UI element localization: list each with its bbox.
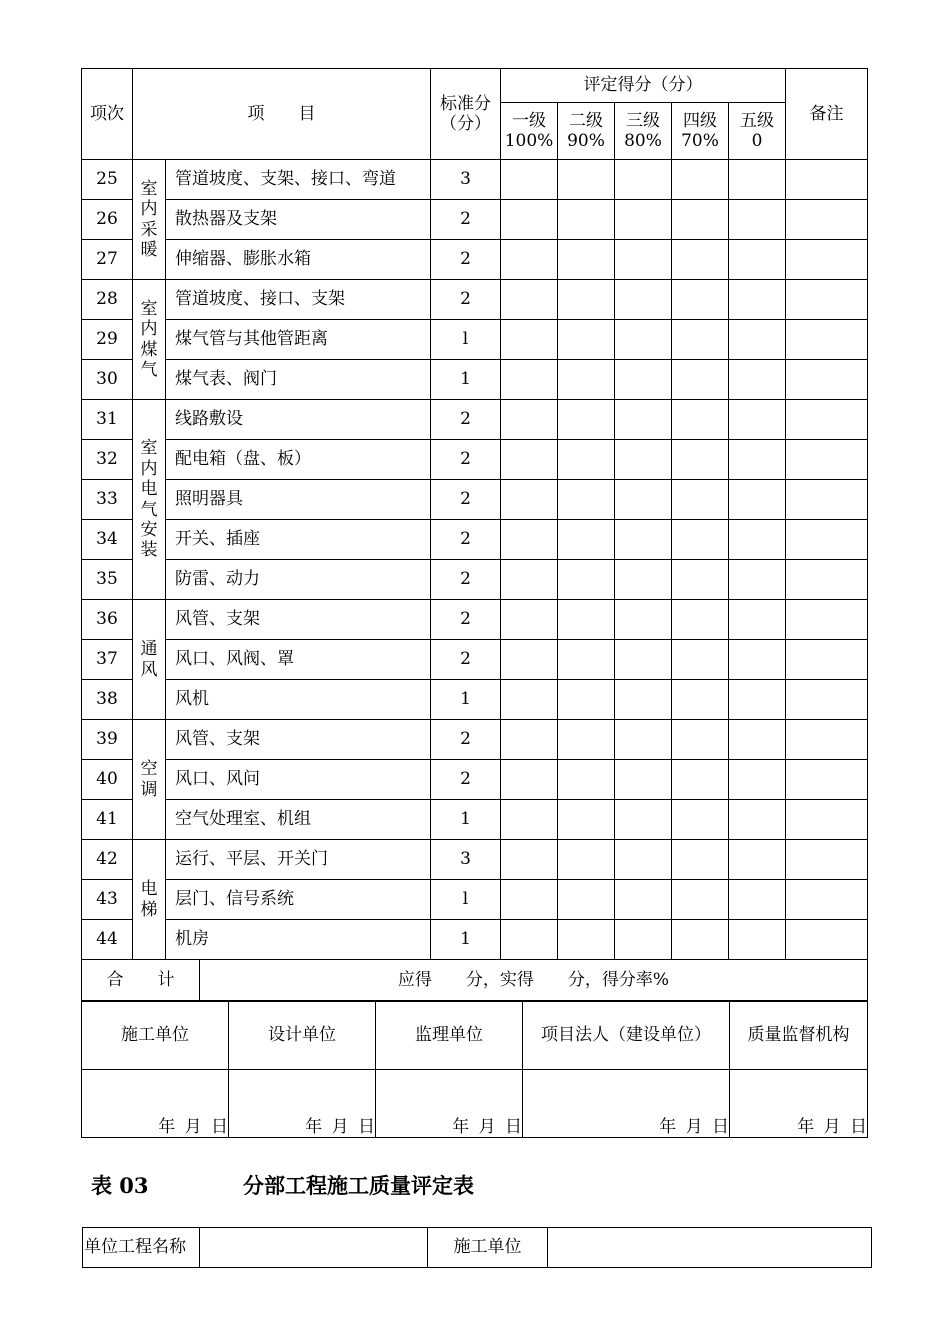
grade-score-cell[interactable] xyxy=(672,520,729,560)
row-std-score: 1 xyxy=(431,920,501,960)
table-row xyxy=(82,880,868,920)
table-title: 分部工程施工质量评定表 xyxy=(243,1173,474,1198)
grade-score-cell[interactable] xyxy=(501,240,558,280)
grade-score-cell[interactable] xyxy=(615,440,672,480)
grade-score-cell[interactable] xyxy=(729,600,786,640)
total-text: 应得 分，实得 分，得分率% xyxy=(397,969,670,990)
row-no: 26 xyxy=(82,200,133,240)
date-text: 年 月 日 xyxy=(659,1116,729,1137)
row-no: 36 xyxy=(82,600,133,640)
row-no: 39 xyxy=(82,720,133,760)
grade-score-cell[interactable] xyxy=(558,400,615,440)
remark-cell[interactable] xyxy=(786,480,868,520)
header-remark: 备注 xyxy=(786,69,868,160)
table-row xyxy=(82,760,868,800)
grade-score-cell[interactable] xyxy=(558,840,615,880)
grade-score-cell[interactable] xyxy=(729,240,786,280)
grade-score-cell[interactable] xyxy=(672,280,729,320)
grade-4 xyxy=(672,103,729,160)
grade-score-cell[interactable] xyxy=(501,200,558,240)
row-item: 风口、风阀、罩 xyxy=(166,640,431,680)
grade-score-cell[interactable] xyxy=(729,680,786,720)
table-row xyxy=(82,240,868,280)
grade-name: 二级 xyxy=(569,110,603,131)
contractor-field[interactable] xyxy=(548,1228,872,1268)
grade-score-cell[interactable] xyxy=(672,320,729,360)
grade-score-cell[interactable] xyxy=(615,360,672,400)
remark-cell[interactable] xyxy=(786,800,868,840)
grade-score-cell[interactable] xyxy=(558,240,615,280)
grade-score-cell[interactable] xyxy=(729,920,786,960)
row-no: 38 xyxy=(82,680,133,720)
row-item: 煤气表、阀门 xyxy=(166,360,431,400)
row-no: 25 xyxy=(82,160,133,200)
date-text: 年 月 日 xyxy=(305,1116,375,1137)
signature-table xyxy=(81,1001,868,1138)
grade-score-cell[interactable] xyxy=(672,840,729,880)
row-item: 风口、风问 xyxy=(166,760,431,800)
grade-score-cell[interactable] xyxy=(615,280,672,320)
sign-date-owner xyxy=(523,1070,730,1138)
row-std-score: 2 xyxy=(431,760,501,800)
header-std-score xyxy=(431,69,501,160)
remark-cell[interactable] xyxy=(786,600,868,640)
party-supervisor: 监理单位 xyxy=(376,1002,523,1070)
grade-score-cell[interactable] xyxy=(558,280,615,320)
remark-cell[interactable] xyxy=(786,840,868,880)
row-no: 34 xyxy=(82,520,133,560)
table-row xyxy=(82,480,868,520)
grade-score-cell[interactable] xyxy=(558,720,615,760)
grade-score-cell[interactable] xyxy=(672,480,729,520)
grade-score-cell[interactable] xyxy=(615,920,672,960)
grade-score-cell[interactable] xyxy=(729,800,786,840)
grade-pct: 80% xyxy=(624,131,662,151)
row-item: 机房 xyxy=(166,920,431,960)
grade-score-cell[interactable] xyxy=(558,760,615,800)
grade-score-cell[interactable] xyxy=(729,640,786,680)
grade-score-cell[interactable] xyxy=(729,880,786,920)
row-no: 33 xyxy=(82,480,133,520)
grade-score-cell[interactable] xyxy=(729,520,786,560)
row-no: 28 xyxy=(82,280,133,320)
header-seq: 项次 xyxy=(82,69,133,160)
row-item: 配电箱（盘、板） xyxy=(166,440,431,480)
table-row xyxy=(82,720,868,760)
grade-pct: 70% xyxy=(681,131,719,151)
sign-date-designer xyxy=(229,1070,376,1138)
group-ventilation: 通 风 xyxy=(133,600,166,720)
table-row xyxy=(82,680,868,720)
group-heating: 室 内 采 暖 xyxy=(133,160,166,280)
grade-score-cell[interactable] xyxy=(501,440,558,480)
row-no: 27 xyxy=(82,240,133,280)
remark-cell[interactable] xyxy=(786,680,868,720)
sign-date-contractor xyxy=(82,1070,229,1138)
row-std-score: 2 xyxy=(431,600,501,640)
remark-cell[interactable] xyxy=(786,560,868,600)
row-item: 照明器具 xyxy=(166,480,431,520)
party-quality-supervision: 质量监督机构 xyxy=(730,1002,868,1070)
table-row xyxy=(82,320,868,360)
row-item: 防雷、动力 xyxy=(166,560,431,600)
group-elevator: 电 梯 xyxy=(133,840,166,960)
grade-score-cell[interactable] xyxy=(672,560,729,600)
grade-score-cell[interactable] xyxy=(672,920,729,960)
grade-score-cell[interactable] xyxy=(501,280,558,320)
remark-cell[interactable] xyxy=(786,640,868,680)
date-text: 年 月 日 xyxy=(797,1116,867,1137)
row-std-score: 2 xyxy=(431,400,501,440)
grade-pct: 100% xyxy=(504,131,554,151)
grade-score-cell[interactable] xyxy=(729,280,786,320)
grade-score-cell[interactable] xyxy=(558,480,615,520)
header-eval: 评定得分（分） xyxy=(501,69,786,103)
grade-score-cell[interactable] xyxy=(729,440,786,480)
grade-score-cell[interactable] xyxy=(672,200,729,240)
row-item: 风管、支架 xyxy=(166,600,431,640)
grade-score-cell[interactable] xyxy=(615,880,672,920)
grade-score-cell[interactable] xyxy=(615,160,672,200)
table-code: 表 03 xyxy=(91,1173,149,1198)
grade-score-cell[interactable] xyxy=(672,440,729,480)
grade-score-cell[interactable] xyxy=(558,880,615,920)
grade-score-cell[interactable] xyxy=(672,360,729,400)
grade-score-cell[interactable] xyxy=(558,600,615,640)
remark-cell[interactable] xyxy=(786,760,868,800)
table-row xyxy=(82,600,868,640)
grade-score-cell[interactable] xyxy=(501,400,558,440)
row-std-score: 2 xyxy=(431,640,501,680)
remark-cell[interactable] xyxy=(786,280,868,320)
grade-score-cell[interactable] xyxy=(615,680,672,720)
table-row xyxy=(82,800,868,840)
date-text: 年 月 日 xyxy=(158,1116,228,1137)
unit-project-label: 单位工程名称 xyxy=(83,1228,200,1268)
table-row xyxy=(82,160,868,200)
grade-score-cell[interactable] xyxy=(501,520,558,560)
row-std-score: 1 xyxy=(431,800,501,840)
remark-cell[interactable] xyxy=(786,920,868,960)
grade-score-cell[interactable] xyxy=(615,320,672,360)
grade-pct: 0 xyxy=(751,131,763,151)
grade-score-cell[interactable] xyxy=(501,800,558,840)
grade-score-cell[interactable] xyxy=(558,200,615,240)
row-no: 29 xyxy=(82,320,133,360)
row-no: 32 xyxy=(82,440,133,480)
grade-score-cell[interactable] xyxy=(558,360,615,400)
grade-score-cell[interactable] xyxy=(672,240,729,280)
remark-cell[interactable] xyxy=(786,880,868,920)
grade-score-cell[interactable] xyxy=(672,640,729,680)
grade-score-cell[interactable] xyxy=(615,240,672,280)
sign-date-quality-supervision xyxy=(730,1070,868,1138)
row-no: 37 xyxy=(82,640,133,680)
grade-name: 四级 xyxy=(683,110,717,131)
row-std-score: 2 xyxy=(431,280,501,320)
grade-score-cell[interactable] xyxy=(729,160,786,200)
grade-score-cell[interactable] xyxy=(558,920,615,960)
grade-1 xyxy=(501,103,558,160)
remark-cell[interactable] xyxy=(786,200,868,240)
grade-score-cell[interactable] xyxy=(672,400,729,440)
total-row xyxy=(82,960,868,1001)
grade-score-cell[interactable] xyxy=(615,200,672,240)
grade-score-cell[interactable] xyxy=(501,560,558,600)
grade-score-cell[interactable] xyxy=(615,760,672,800)
grade-score-cell[interactable] xyxy=(615,720,672,760)
grade-score-cell[interactable] xyxy=(672,720,729,760)
grade-score-cell[interactable] xyxy=(729,560,786,600)
grade-score-cell[interactable] xyxy=(729,720,786,760)
table-row xyxy=(82,200,868,240)
grade-score-cell[interactable] xyxy=(615,520,672,560)
grade-score-cell[interactable] xyxy=(672,600,729,640)
grade-score-cell[interactable] xyxy=(729,360,786,400)
quality-score-table xyxy=(81,68,868,1001)
grade-score-cell[interactable] xyxy=(615,400,672,440)
grade-score-cell[interactable] xyxy=(501,680,558,720)
row-no: 43 xyxy=(82,880,133,920)
grade-score-cell[interactable] xyxy=(615,560,672,600)
header-std-score-line2: （分） xyxy=(440,114,491,134)
sign-date-supervisor xyxy=(376,1070,523,1138)
grade-5 xyxy=(729,103,786,160)
row-std-score: 1 xyxy=(431,360,501,400)
grade-score-cell[interactable] xyxy=(672,680,729,720)
grade-score-cell[interactable] xyxy=(501,600,558,640)
grade-score-cell[interactable] xyxy=(672,800,729,840)
row-std-score: l xyxy=(431,320,501,360)
row-item: 开关、插座 xyxy=(166,520,431,560)
row-std-score: 2 xyxy=(431,240,501,280)
row-std-score: 2 xyxy=(431,200,501,240)
header-std-score-line1: 标准分 xyxy=(440,93,491,114)
grade-score-cell[interactable] xyxy=(672,880,729,920)
grade-score-cell[interactable] xyxy=(558,800,615,840)
remark-cell[interactable] xyxy=(786,360,868,400)
grade-name: 五级 xyxy=(740,110,774,131)
group-electric: 室 内 电 气 安 装 xyxy=(133,400,166,600)
row-no: 42 xyxy=(82,840,133,880)
table-row xyxy=(82,440,868,480)
row-item: 线路敷设 xyxy=(166,400,431,440)
row-std-score: 3 xyxy=(431,160,501,200)
row-item: 空气处理室、机组 xyxy=(166,800,431,840)
party-contractor: 施工单位 xyxy=(82,1002,229,1070)
grade-score-cell[interactable] xyxy=(558,160,615,200)
grade-score-cell[interactable] xyxy=(501,880,558,920)
row-std-score: 2 xyxy=(431,720,501,760)
row-no: 41 xyxy=(82,800,133,840)
grade-score-cell[interactable] xyxy=(615,480,672,520)
row-item: 风机 xyxy=(166,680,431,720)
row-no: 31 xyxy=(82,400,133,440)
grade-score-cell[interactable] xyxy=(672,160,729,200)
grade-score-cell[interactable] xyxy=(558,680,615,720)
grade-score-cell[interactable] xyxy=(501,160,558,200)
row-std-score: l xyxy=(431,880,501,920)
group-gas: 室 内 煤 气 xyxy=(133,280,166,400)
grade-score-cell[interactable] xyxy=(729,760,786,800)
grade-pct: 90% xyxy=(567,131,605,151)
row-no: 44 xyxy=(82,920,133,960)
grade-score-cell[interactable] xyxy=(501,480,558,520)
grade-score-cell[interactable] xyxy=(615,840,672,880)
remark-cell[interactable] xyxy=(786,720,868,760)
table-03-header xyxy=(82,1227,872,1268)
grade-score-cell[interactable] xyxy=(615,800,672,840)
grade-score-cell[interactable] xyxy=(558,320,615,360)
row-std-score: 2 xyxy=(431,520,501,560)
table-row xyxy=(82,360,868,400)
grade-score-cell[interactable] xyxy=(501,760,558,800)
remark-cell[interactable] xyxy=(786,400,868,440)
table-03-heading xyxy=(91,1170,474,1200)
row-item: 管道坡度、接口、支架 xyxy=(166,280,431,320)
grade-score-cell[interactable] xyxy=(729,480,786,520)
grade-score-cell[interactable] xyxy=(501,360,558,400)
party-owner: 项目法人（建设单位） xyxy=(523,1002,730,1070)
row-no: 30 xyxy=(82,360,133,400)
grade-score-cell[interactable] xyxy=(615,600,672,640)
grade-name: 三级 xyxy=(626,110,660,131)
row-no: 35 xyxy=(82,560,133,600)
row-item: 层门、信号系统 xyxy=(166,880,431,920)
grade-score-cell[interactable] xyxy=(558,520,615,560)
table-row xyxy=(82,640,868,680)
row-item: 风管、支架 xyxy=(166,720,431,760)
date-text: 年 月 日 xyxy=(452,1116,522,1137)
remark-cell[interactable] xyxy=(786,160,868,200)
row-std-score: 2 xyxy=(431,560,501,600)
table-row xyxy=(82,560,868,600)
header-item: 项 目 xyxy=(133,69,431,160)
row-std-score: 2 xyxy=(431,440,501,480)
grade-3 xyxy=(615,103,672,160)
contractor-label: 施工单位 xyxy=(428,1228,548,1268)
row-item: 运行、平层、开关门 xyxy=(166,840,431,880)
grade-score-cell[interactable] xyxy=(501,920,558,960)
score-rows xyxy=(82,160,868,960)
grade-score-cell[interactable] xyxy=(729,320,786,360)
grade-score-cell[interactable] xyxy=(615,640,672,680)
row-item: 管道坡度、支架、接口、弯道 xyxy=(166,160,431,200)
grade-score-cell[interactable] xyxy=(558,440,615,480)
table-row xyxy=(82,520,868,560)
grade-name: 一级 xyxy=(512,110,546,131)
grade-score-cell[interactable] xyxy=(501,320,558,360)
table-row xyxy=(82,840,868,880)
grade-score-cell[interactable] xyxy=(501,640,558,680)
remark-cell[interactable] xyxy=(786,520,868,560)
grade-score-cell[interactable] xyxy=(501,840,558,880)
remark-cell[interactable] xyxy=(786,240,868,280)
grade-2 xyxy=(558,103,615,160)
grade-score-cell[interactable] xyxy=(558,560,615,600)
grade-score-cell[interactable] xyxy=(729,840,786,880)
table-row xyxy=(82,920,868,960)
total-label: 合 计 xyxy=(82,960,200,1000)
grade-score-cell[interactable] xyxy=(558,640,615,680)
grade-score-cell[interactable] xyxy=(501,720,558,760)
grade-score-cell[interactable] xyxy=(672,760,729,800)
grade-score-cell[interactable] xyxy=(729,200,786,240)
row-std-score: 1 xyxy=(431,680,501,720)
group-aircon: 空 调 xyxy=(133,720,166,840)
row-no: 40 xyxy=(82,760,133,800)
unit-project-field[interactable] xyxy=(200,1228,428,1268)
grade-score-cell[interactable] xyxy=(729,400,786,440)
party-designer: 设计单位 xyxy=(229,1002,376,1070)
table-row xyxy=(82,400,868,440)
row-item: 散热器及支架 xyxy=(166,200,431,240)
row-item: 伸缩器、膨胀水箱 xyxy=(166,240,431,280)
table-row xyxy=(82,280,868,320)
remark-cell[interactable] xyxy=(786,320,868,360)
remark-cell[interactable] xyxy=(786,440,868,480)
row-std-score: 2 xyxy=(431,480,501,520)
row-item: 煤气管与其他管距离 xyxy=(166,320,431,360)
row-std-score: 3 xyxy=(431,840,501,880)
